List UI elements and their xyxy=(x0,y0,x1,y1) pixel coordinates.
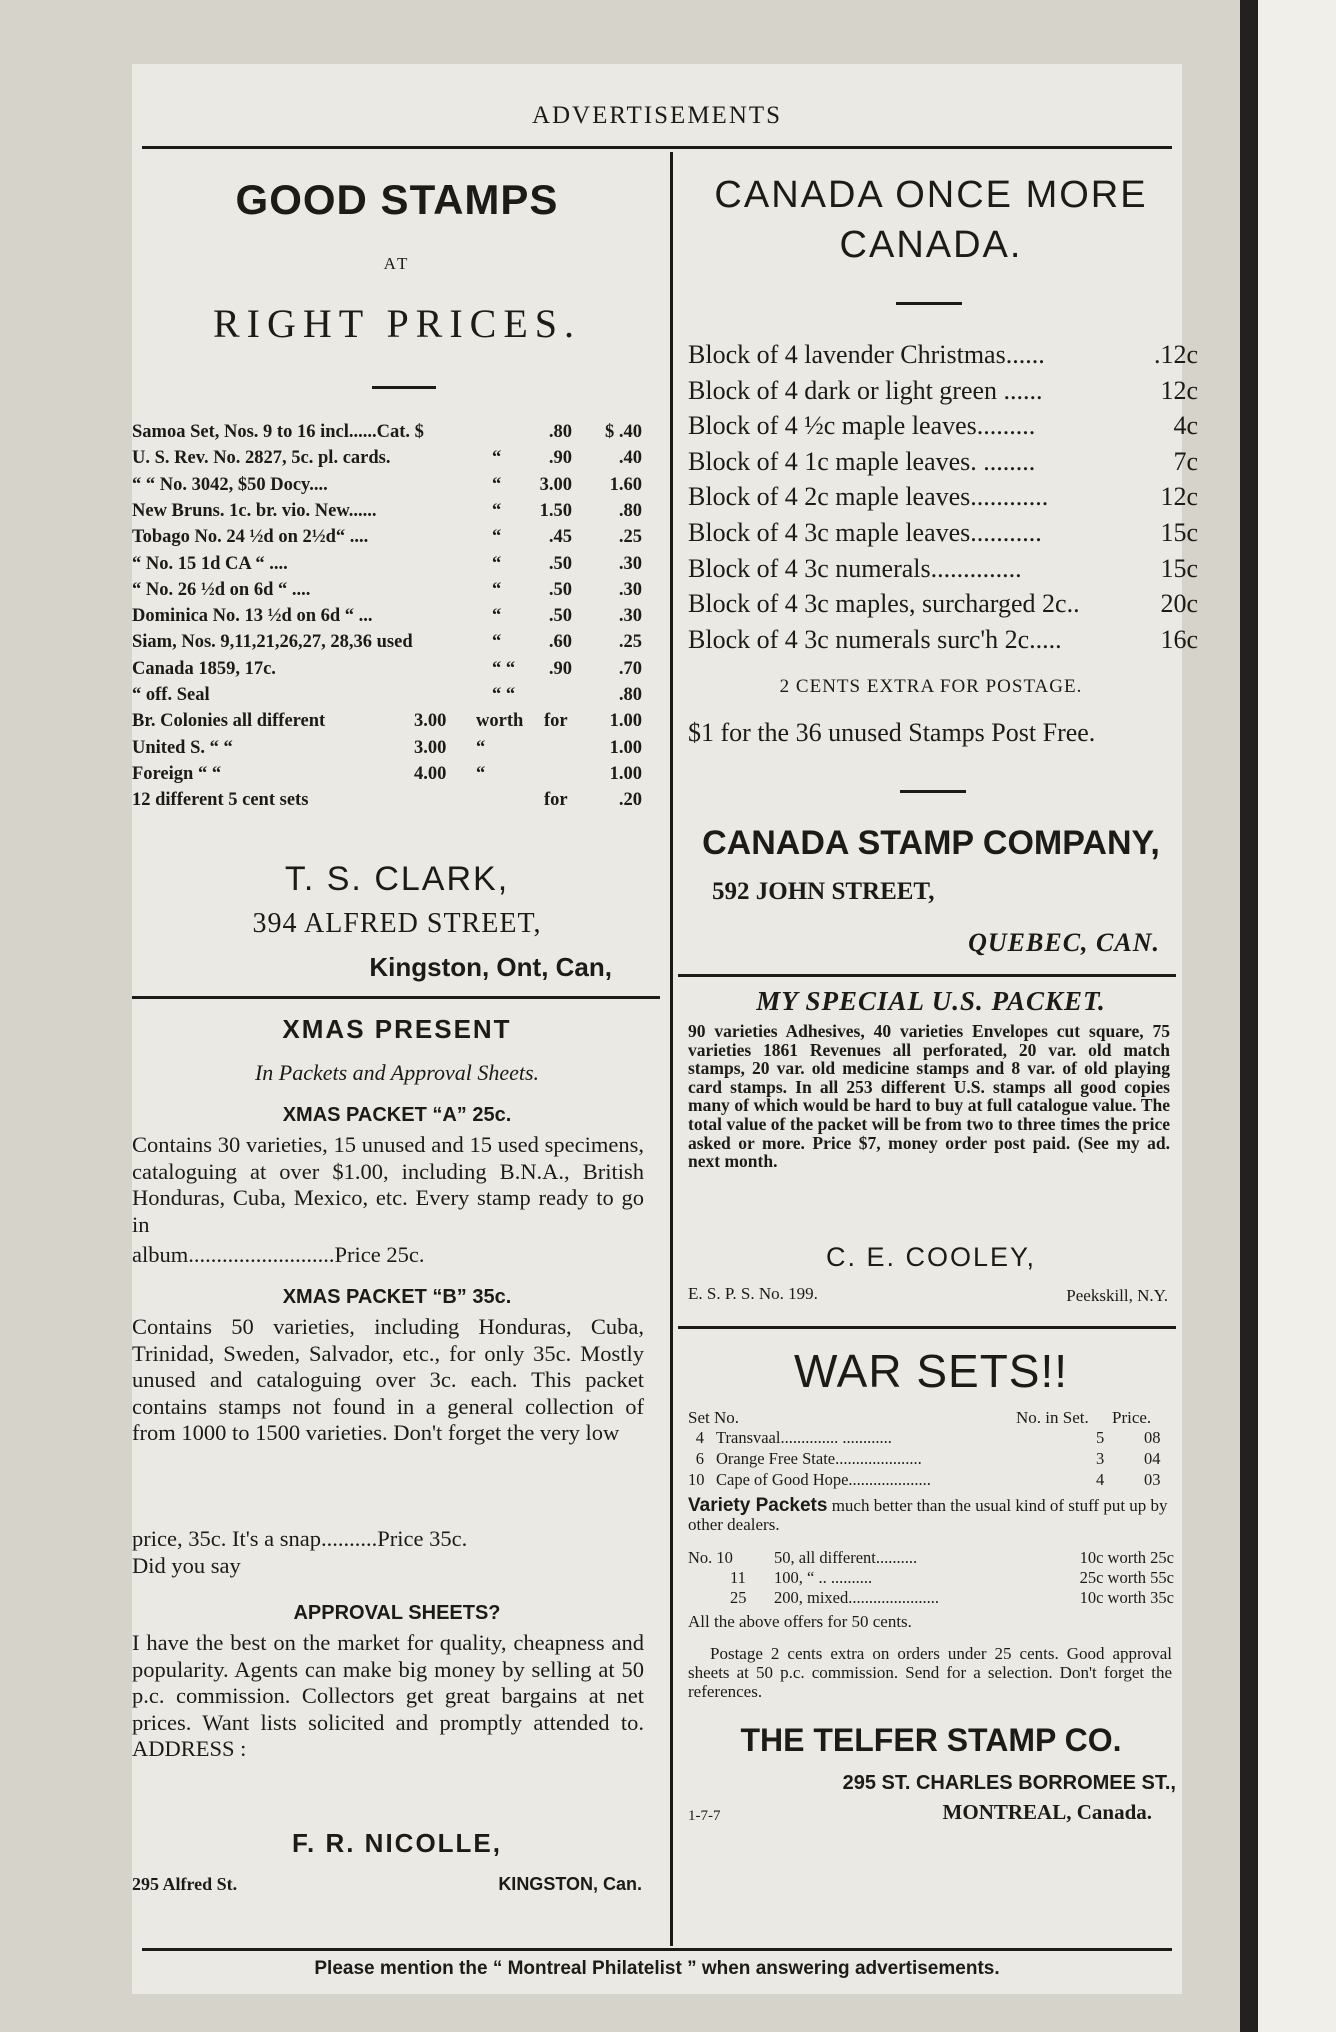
war-set-price: 03 xyxy=(1144,1470,1161,1489)
war-set-price: 08 xyxy=(1144,1428,1161,1447)
clark-row-desc: “ No. 26 ½d on 6d “ .... xyxy=(132,579,311,600)
canada-row xyxy=(688,625,1198,660)
clark-price-list xyxy=(132,422,662,822)
war-set-number: 6 xyxy=(695,1449,704,1468)
war-set-row xyxy=(688,1428,1174,1450)
packet-a-title: XMAS PACKET “A” 25c. xyxy=(282,1104,512,1126)
clark-row-desc: Dominica No. 13 ½d on 6d “ ... xyxy=(132,606,373,627)
variety-packet-worth: 10c worth 25c xyxy=(1079,1548,1174,1567)
canada-row-desc: Block of 4 2c maple leaves............ xyxy=(688,482,1049,512)
clark-row-desc: 12 different 5 cent sets xyxy=(132,790,309,811)
clark-row-desc: Canada 1859, 17c. xyxy=(132,658,276,679)
clark-row-catalogue: .50 xyxy=(548,553,572,574)
canada-row-price: .12c xyxy=(1153,340,1198,369)
variety-paragraph xyxy=(688,1496,1172,1534)
clark-row-ditto: “ “ xyxy=(492,658,516,679)
clark-row-desc: United S. “ “ xyxy=(132,737,233,758)
canada-row-price: 16c xyxy=(1160,624,1198,654)
canada-city: QUEBEC, CAN. xyxy=(968,928,1160,957)
clark-row-price: $ .40 xyxy=(605,422,642,442)
telfer-city: MONTREAL, Canada. xyxy=(942,1800,1152,1824)
clark-row-ditto: “ xyxy=(492,448,502,469)
clark-divider xyxy=(372,386,436,389)
war-set-name: Transvaal.............. ............ xyxy=(716,1428,892,1447)
war-set-row xyxy=(688,1470,1174,1492)
nicolle-address-right: KINGSTON, Can. xyxy=(498,1874,642,1894)
clark-row-catalogue: .90 xyxy=(548,448,572,469)
clark-row-price: 1.00 xyxy=(609,763,642,784)
clark-row-worth: worth xyxy=(476,711,524,732)
war-sets-list xyxy=(688,1428,1174,1498)
clark-row xyxy=(132,738,658,764)
variety-packet-row xyxy=(688,1588,1174,1610)
canada-street: 592 JOHN STREET, xyxy=(712,878,935,905)
canada-row-price: 12c xyxy=(1160,375,1198,405)
clark-row-worth: “ xyxy=(476,763,486,784)
canada-row-desc: Block of 4 lavender Christmas...... xyxy=(688,340,1045,369)
clark-row-ditto: “ xyxy=(492,553,502,574)
clark-name: T. S. CLARK, xyxy=(284,860,510,898)
variety-packet-row xyxy=(688,1568,1174,1590)
nicolle-title: XMAS PRESENT xyxy=(282,1014,512,1044)
canada-row-price: 7c xyxy=(1173,446,1198,476)
canada-row-price: 12c xyxy=(1160,482,1198,512)
nicolle-name: F. R. NICOLLE, xyxy=(292,1828,502,1858)
canada-offer: $1 for the 36 unused Stamps Post Free. xyxy=(688,718,1096,747)
clark-row-worth-amount: 4.00 xyxy=(414,763,447,784)
clark-row-ditto: “ xyxy=(492,527,502,548)
war-set-price: 04 xyxy=(1144,1449,1161,1468)
approval-title: APPROVAL SHEETS? xyxy=(293,1602,501,1624)
variety-packet-row xyxy=(688,1548,1174,1570)
clark-row-desc: Tobago No. 24 ½d on 2½d“ .... xyxy=(132,527,369,548)
canada-row xyxy=(688,482,1198,517)
clark-row-ditto: “ xyxy=(492,500,502,521)
cooley-name: C. E. COOLEY, xyxy=(825,1242,1037,1272)
telfer-title: WAR SETS!! xyxy=(793,1345,1069,1397)
advertisement-page xyxy=(132,64,1198,1994)
clark-row-ditto: “ “ xyxy=(492,685,516,705)
approval-text: I have the best on the market for quality, cheapness and popularity. Agents can make big money by selling at 50 p.c. commission. Collectors get great bargains at net prices. Want lists solicited and promptly attended to. ADDRESS : xyxy=(132,1630,644,1761)
packet-b-text: Contains 50 varieties, including Honduras, Cuba, Trinidad, Sweden, Salvador, etc., for only 35c. Mostly unused and cataloguing over 3c. each. This packet contains stamps not found in a general collection of from 1000 to 1500 varieties. Don't forget the very low xyxy=(132,1314,644,1445)
variety-text: much better than the usual kind of stuff put up by other dealers. xyxy=(688,1496,1168,1534)
clark-row-desc: “ No. 15 1d CA “ .... xyxy=(132,553,288,574)
clark-row-for: for xyxy=(544,711,568,732)
clark-row-price: .20 xyxy=(618,790,642,811)
canada-title-2: CANADA. xyxy=(839,224,1023,266)
telfer-col-number: No. in Set. xyxy=(1016,1408,1089,1427)
clark-row-price: .80 xyxy=(618,685,642,705)
clark-row xyxy=(132,501,658,527)
variety-packets-list xyxy=(688,1548,1174,1614)
war-set-row xyxy=(688,1449,1174,1471)
clark-row xyxy=(132,475,658,501)
canada-row xyxy=(688,411,1198,446)
canada-row-price: 15c xyxy=(1160,518,1198,547)
telfer-all-above: All the above offers for 50 cents. xyxy=(688,1612,912,1631)
war-set-count: 5 xyxy=(1096,1428,1105,1447)
clark-row-price: .80 xyxy=(618,500,642,521)
clark-row-price: .30 xyxy=(618,553,642,574)
clark-subtitle: RIGHT PRICES. xyxy=(212,301,582,346)
variety-packet-number: 11 xyxy=(730,1568,746,1587)
canada-row xyxy=(688,447,1198,482)
page-gutter-shadow xyxy=(1240,0,1258,2032)
clark-row-catalogue: .50 xyxy=(548,606,572,627)
clark-city: Kingston, Ont, Can, xyxy=(369,952,612,982)
page-header: ADVERTISEMENTS xyxy=(531,102,783,129)
packet-b-title: XMAS PACKET “B” 35c. xyxy=(282,1286,512,1308)
adjacent-page-strip xyxy=(1240,0,1336,2032)
variety-packet-number: 25 xyxy=(730,1588,747,1607)
right-divider-1 xyxy=(678,974,1176,977)
page-footer: Please mention the “ Montreal Philatelist ” when answering advertisements. xyxy=(314,1958,1000,1979)
clark-row-worth-amount: 3.00 xyxy=(414,711,447,732)
clark-row-worth-amount: 3.00 xyxy=(414,737,447,758)
war-set-name: Orange Free State..................... xyxy=(716,1449,922,1468)
war-set-count: 4 xyxy=(1096,1470,1105,1489)
canada-row xyxy=(688,554,1198,589)
variety-heading: Variety Packets xyxy=(688,1495,828,1516)
canada-row-price: 4c xyxy=(1173,411,1198,441)
clark-row-desc: “ “ No. 3042, $50 Docy.... xyxy=(132,474,328,495)
clark-row-for: for xyxy=(544,790,568,811)
canada-postage-note: 2 CENTS EXTRA FOR POSTAGE. xyxy=(779,676,1083,697)
canada-row xyxy=(688,376,1198,411)
packet-a-text: Contains 30 varieties, 15 unused and 15 used specimens, cataloguing at over $1.00, including B.N.A., British Honduras, Cuba, Mexico, etc. Every stamp ready to go in xyxy=(132,1132,644,1237)
clark-row xyxy=(132,632,658,658)
telfer-col-price: Price. xyxy=(1112,1408,1152,1427)
clark-row-price: .25 xyxy=(618,632,642,653)
clark-row-price: .30 xyxy=(618,606,642,627)
war-set-name: Cape of Good Hope.................... xyxy=(716,1470,931,1489)
clark-row xyxy=(132,790,658,816)
clark-row-worth: “ xyxy=(476,737,486,758)
canada-row-price: 15c xyxy=(1160,553,1198,583)
nicolle-subtitle: In Packets and Approval Sheets. xyxy=(254,1060,540,1085)
telfer-code: 1-7-7 xyxy=(688,1808,721,1824)
clark-row-ditto: “ xyxy=(492,632,502,653)
clark-row xyxy=(132,764,658,790)
clark-at: AT xyxy=(383,254,411,273)
clark-row-price: 1.60 xyxy=(609,474,642,495)
canada-company: CANADA STAMP COMPANY, xyxy=(702,824,1160,862)
variety-packet-number: No. 10 xyxy=(688,1548,733,1567)
canada-row-desc: Block of 4 3c maple leaves........... xyxy=(688,518,1042,547)
clark-row-catalogue: .90 xyxy=(548,658,572,679)
canada-price-list xyxy=(688,340,1198,670)
canada-row-desc: Block of 4 ½c maple leaves......... xyxy=(688,411,1036,441)
clark-row-price: .30 xyxy=(618,579,642,600)
cooley-title: MY SPECIAL U.S. PACKET. xyxy=(756,986,1106,1016)
clark-row xyxy=(132,554,658,580)
war-set-count: 3 xyxy=(1096,1449,1105,1468)
clark-row xyxy=(132,659,658,685)
clark-row-ditto: “ xyxy=(492,474,502,495)
clark-row-price: .25 xyxy=(618,527,642,548)
clark-row-catalogue: .45 xyxy=(548,527,572,548)
clark-row xyxy=(132,448,658,474)
canada-row xyxy=(688,340,1198,375)
right-divider-2 xyxy=(678,1326,1176,1329)
clark-row xyxy=(132,685,658,711)
nicolle-address-left: 295 Alfred St. xyxy=(132,1874,238,1894)
header-rule xyxy=(142,146,1172,149)
clark-row-price: .70 xyxy=(618,658,642,679)
telfer-company: THE TELFER STAMP CO. xyxy=(740,1722,1122,1758)
clark-row xyxy=(132,580,658,606)
war-set-number: 10 xyxy=(688,1470,705,1489)
telfer-street: 295 ST. CHARLES BORROMEE ST., xyxy=(842,1772,1176,1794)
clark-row-desc: Siam, Nos. 9,11,21,26,27, 28,36 used xyxy=(132,632,413,653)
clark-street: 394 ALFRED STREET, xyxy=(252,908,542,939)
variety-packet-worth: 25c worth 55c xyxy=(1079,1568,1174,1587)
clark-row-catalogue: .80 xyxy=(548,422,572,442)
war-set-number: 4 xyxy=(695,1428,704,1447)
clark-row-desc: Samoa Set, Nos. 9 to 16 incl......Cat. $ xyxy=(132,422,424,442)
canada-row-desc: Block of 4 3c numerals.............. xyxy=(688,553,1022,583)
canada-row xyxy=(688,518,1198,553)
clark-row-catalogue: .60 xyxy=(548,632,572,653)
cooley-text: 90 varieties Adhesives, 40 varieties Envelopes cut square, 75 varieties 1861 Revenues all perforated, 20 var. old match stamps, 20 var. old medicine stamps and 8 var. of old playing card stamps. In all 253 different U.S. stamps all good copies many of which would be hard to buy at full catalogue value. The total value of the packet will be from two to three times the price asked or more. Price $7, money order post paid. (See my ad. next month. xyxy=(688,1021,1170,1172)
canada-title-1: CANADA ONCE MORE xyxy=(714,174,1148,216)
packet-a-price: album..........................Price 25c. xyxy=(132,1242,425,1267)
clark-row-price: .40 xyxy=(618,448,642,469)
packet-b-end: Did you say xyxy=(132,1553,241,1578)
clark-row-price: 1.00 xyxy=(609,711,642,732)
clark-row-ditto: “ xyxy=(492,579,502,600)
cooley-city: Peekskill, N.Y. xyxy=(1066,1286,1168,1305)
canada-row-price: 20c xyxy=(1160,589,1198,619)
clark-row-catalogue: 3.00 xyxy=(539,474,572,495)
clark-title: GOOD STAMPS xyxy=(235,176,559,223)
canada-row-desc: Block of 4 1c maple leaves. ........ xyxy=(688,446,1036,476)
variety-packet-worth: 10c worth 35c xyxy=(1079,1588,1174,1607)
clark-row-desc: Foreign “ “ xyxy=(132,763,222,784)
clark-row-desc: “ off. Seal xyxy=(132,685,210,705)
clark-row xyxy=(132,606,658,632)
cooley-esps: E. S. P. S. No. 199. xyxy=(688,1284,818,1303)
canada-row xyxy=(688,589,1198,624)
variety-packet-desc: 100, “ .. .......... xyxy=(774,1568,873,1587)
packet-b-price: price, 35c. It's a snap..........Price 35c. xyxy=(132,1526,468,1551)
clark-row-desc: New Bruns. 1c. br. vio. New...... xyxy=(132,500,377,521)
clark-row xyxy=(132,422,658,448)
column-divider xyxy=(670,152,673,1946)
clark-row-catalogue: 1.50 xyxy=(539,500,572,521)
clark-row-desc: Br. Colonies all different xyxy=(132,711,326,732)
canada-row-desc: Block of 4 3c maples, surcharged 2c.. xyxy=(688,589,1080,619)
left-divider-1 xyxy=(132,996,660,999)
variety-packet-desc: 50, all different.......... xyxy=(774,1548,918,1567)
telfer-postage-text: Postage 2 cents extra on orders under 25 cents. Good approval sheets at 50 p.c. commission. Send for a selection. Don't forget the references. xyxy=(688,1644,1172,1701)
clark-row-desc: U. S. Rev. No. 2827, 5c. pl. cards. xyxy=(132,448,391,469)
clark-row xyxy=(132,527,658,553)
clark-row-ditto: “ xyxy=(492,606,502,627)
clark-row-catalogue: .50 xyxy=(548,579,572,600)
variety-packet-desc: 200, mixed...................... xyxy=(774,1588,939,1607)
canada-divider-1 xyxy=(896,302,962,305)
canada-divider-2 xyxy=(900,790,966,793)
clark-row-price: 1.00 xyxy=(609,737,642,758)
telfer-col-set: Set No. xyxy=(688,1408,739,1427)
clark-row xyxy=(132,711,658,737)
canada-row-desc: Block of 4 3c numerals surc'h 2c..... xyxy=(688,624,1062,654)
footer-rule xyxy=(142,1948,1172,1951)
canada-row-desc: Block of 4 dark or light green ...... xyxy=(688,375,1043,405)
